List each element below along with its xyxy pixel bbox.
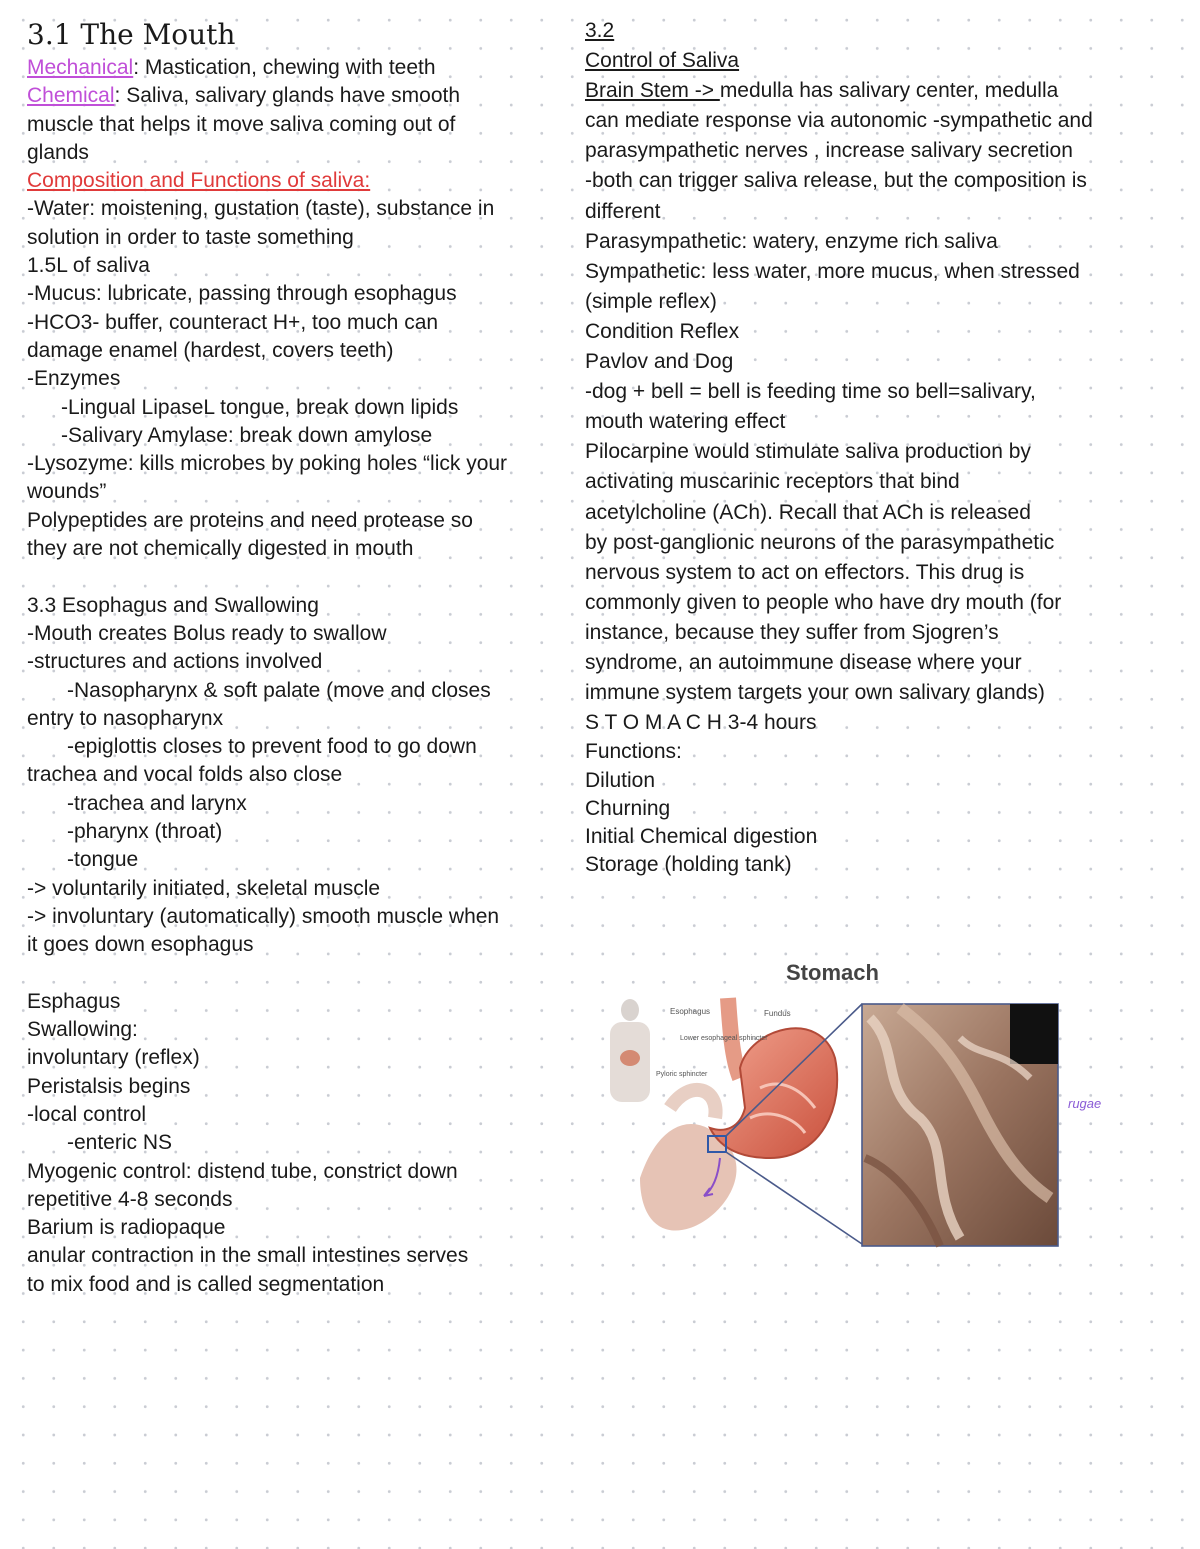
section-title-3-1: 3.1 The Mouth <box>27 18 236 51</box>
note-line: syndrome, an autoimmune disease where your <box>585 650 1022 674</box>
label-pyloric: Pyloric sphincter <box>656 1071 708 1078</box>
right-column <box>585 0 1195 880</box>
note-line: -pharynx (throat) <box>67 820 223 844</box>
note-line: Swallowing: <box>27 1018 138 1042</box>
note-line: muscle that helps it move saliva coming out of <box>27 112 456 136</box>
note-line: -dog + bell = bell is feeding time so bell=salivary, <box>585 380 1036 404</box>
spacer <box>27 563 579 591</box>
note-line: different <box>585 199 661 223</box>
left-column <box>27 0 579 1299</box>
note-line: it goes down esophagus <box>27 933 254 957</box>
note-line: -Mouth creates Bolus ready to swallow <box>27 621 387 645</box>
note-line: -Lingual LipaseL tongue, break down lipids <box>61 395 459 419</box>
note-line: involuntary (reflex) <box>27 1046 200 1070</box>
note-line: -local control <box>27 1102 147 1126</box>
note-line: -structures and actions involved <box>27 650 323 674</box>
brain-stem-label: Brain Stem -> <box>585 79 720 103</box>
note-line: Barium is radiopaque <box>27 1216 226 1240</box>
note-line: anular contraction in the small intestines serves <box>27 1244 469 1268</box>
chemical-text: : Saliva, salivary glands have smooth <box>114 84 461 108</box>
chemical-label: Chemical <box>27 84 115 108</box>
note-line: Parasympathetic: watery, enzyme rich saliva <box>585 229 998 253</box>
note-line: -tongue <box>67 848 139 872</box>
section-heading-3-3: 3.3 Esophagus and Swallowing <box>27 593 319 617</box>
stomach-figure <box>600 958 1120 1258</box>
label-fundus: Fundus <box>764 1009 791 1018</box>
note-line: -Lysozyme: kills microbes by poking holes “lick your <box>27 452 508 476</box>
note-line: Myogenic control: distend tube, constrict down <box>27 1159 458 1183</box>
note-line: -epiglottis closes to prevent food to go down <box>67 735 477 759</box>
note-line: can mediate response via autonomic -sympathetic and <box>585 109 1093 133</box>
note-line: nervous system to act on effectors. This drug is <box>585 560 1025 584</box>
note-line: Dilution <box>585 768 656 792</box>
label-esophagus: Esophagus <box>670 1007 711 1016</box>
brain-stem-text: medulla has salivary center, medulla <box>719 79 1059 103</box>
note-line: acetylcholine (ACh). Recall that ACh is released <box>585 500 1031 524</box>
note-line: repetitive 4-8 seconds <box>27 1187 233 1211</box>
note-line: wounds” <box>27 480 107 504</box>
note-line: Esphagus <box>27 989 121 1013</box>
label-lower-sphincter: Lower esophageal sphincter <box>680 1035 768 1042</box>
note-line: -Mucus: lubricate, passing through esophagus <box>27 282 457 306</box>
note-line: solution in order to taste something <box>27 225 354 249</box>
figure-title: Stomach <box>786 960 879 985</box>
note-line: trachea and vocal folds also close <box>27 763 343 787</box>
note-line: -both can trigger saliva release, but the composition is <box>585 169 1087 193</box>
zoom-line-bottom <box>726 1152 862 1244</box>
note-line: -trachea and larynx <box>67 791 247 815</box>
composition-heading: Composition and Functions of saliva: <box>27 169 371 193</box>
note-line: by post-ganglionic neurons of the parasympathetic <box>585 530 1055 554</box>
mechanical-line <box>27 54 579 82</box>
note-line: entry to nasopharynx <box>27 706 224 730</box>
note-line: Churning <box>585 796 671 820</box>
note-line: damage enamel (hardest, covers teeth) <box>27 338 394 362</box>
section-number-3-2: 3.2 <box>585 19 615 42</box>
note-line: -Salivary Amylase: break down amylose <box>61 423 433 447</box>
note-line: (simple reflex) <box>585 289 717 313</box>
note-line: Pavlov and Dog <box>585 350 734 374</box>
note-line: -Nasopharynx & soft palate (move and closes <box>67 678 491 702</box>
stomach-heading: S T O M A C H 3-4 hours <box>585 711 817 735</box>
note-line: -Water: moistening, gustation (taste), substance in <box>27 197 495 221</box>
note-line: glands <box>27 140 89 164</box>
note-line: Peristalsis begins <box>27 1074 191 1098</box>
note-line: activating muscarinic receptors that bind <box>585 470 960 494</box>
note-line: to mix food and is called segmentation <box>27 1272 385 1296</box>
note-line: -> voluntarily initiated, skeletal muscle <box>27 876 381 900</box>
handwritten-scribble: rugae <box>1068 1096 1102 1111</box>
note-line: they are not chemically digested in mouth <box>27 537 414 561</box>
spacer <box>27 960 579 988</box>
note-line: -enteric NS <box>67 1131 173 1155</box>
note-line: 1.5L of saliva <box>27 254 150 278</box>
brain-stem-line <box>585 76 1195 106</box>
note-line: Storage (holding tank) <box>585 853 792 877</box>
mechanical-label: Mechanical <box>27 56 134 79</box>
body-head-icon <box>621 999 639 1021</box>
note-line: Pilocarpine would stimulate saliva production by <box>585 440 1031 464</box>
note-line: Initial Chemical digestion <box>585 825 818 849</box>
note-line: -HCO3- buffer, counteract H+, too much can <box>27 310 439 334</box>
note-line: Functions: <box>585 740 682 764</box>
note-line: Condition Reflex <box>585 319 740 343</box>
stomach-illustration <box>600 958 1120 1258</box>
note-line: parasympathetic nerves , increase salivary secretion <box>585 139 1073 163</box>
note-line: -> involuntary (automatically) smooth muscle when <box>27 904 500 928</box>
note-line: Polypeptides are proteins and need protease so <box>27 508 473 532</box>
mechanical-text: : Mastication, chewing with teeth <box>133 56 436 79</box>
note-line: -Enzymes <box>27 367 121 391</box>
note-line: mouth watering effect <box>585 410 786 434</box>
control-of-saliva-heading: Control of Saliva <box>585 49 740 73</box>
note-line: commonly given to people who have dry mouth (for <box>585 590 1062 614</box>
chemical-line <box>27 82 579 110</box>
note-line: Sympathetic: less water, more mucus, when stressed <box>585 259 1080 283</box>
note-line: instance, because they suffer from Sjogren’s <box>585 620 999 644</box>
note-line: immune system targets your own salivary glands) <box>585 681 1045 705</box>
